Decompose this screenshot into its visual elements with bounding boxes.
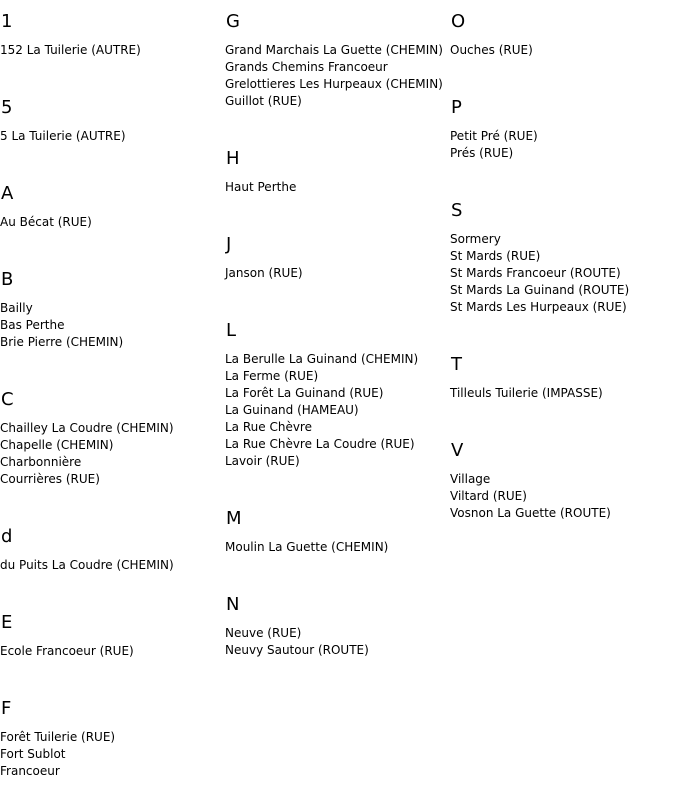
street-link[interactable]: Bas Perthe [0, 318, 65, 332]
street-list [225, 625, 447, 659]
street-link[interactable]: Grelottieres Les Hurpeaux (CHEMIN) [225, 77, 443, 91]
street-link[interactable]: Forêt Tuilerie (RUE) [0, 730, 116, 744]
street-link[interactable]: Guillot (RUE) [225, 94, 302, 108]
letter-heading: B [1, 269, 14, 290]
street-link[interactable]: La Berulle La Guinand (CHEMIN) [225, 352, 419, 366]
street-list [0, 300, 222, 351]
letter-group [450, 355, 672, 429]
street-link[interactable]: Petit Pré (RUE) [450, 129, 538, 143]
letter-group [450, 441, 672, 549]
street-list [225, 179, 447, 196]
letter-group [0, 12, 222, 86]
street-list [450, 231, 672, 316]
letter-heading: H [226, 148, 240, 169]
street-column-2 [225, 0, 447, 686]
street-link[interactable]: Sormery [450, 232, 501, 246]
letter-group [225, 509, 447, 583]
street-list [0, 420, 222, 488]
street-link[interactable]: Grand Marchais La Guette (CHEMIN) [225, 43, 443, 57]
letter-group [225, 595, 447, 686]
street-link[interactable]: Janson (RUE) [225, 266, 303, 280]
street-link[interactable]: Courrières (RUE) [0, 472, 100, 486]
letter-heading: S [451, 200, 463, 221]
street-link[interactable]: Neuve (RUE) [225, 626, 302, 640]
street-link[interactable]: Chapelle (CHEMIN) [0, 438, 114, 452]
street-link[interactable]: Village [450, 472, 491, 486]
letter-heading: P [451, 97, 462, 118]
letter-group [0, 98, 222, 172]
street-link[interactable]: Ouches (RUE) [450, 43, 533, 57]
street-link[interactable]: Grands Chemins Francoeur [225, 60, 388, 74]
street-list [0, 42, 222, 59]
street-link[interactable]: Prés (RUE) [450, 146, 514, 160]
street-link[interactable]: 5 La Tuilerie (AUTRE) [0, 129, 126, 143]
letter-group [0, 613, 222, 687]
street-link[interactable]: La Rue Chèvre [225, 420, 312, 434]
letter-group [0, 390, 222, 515]
letter-heading: F [1, 698, 12, 719]
street-link[interactable]: Vosnon La Guette (ROUTE) [450, 506, 611, 520]
street-list [0, 729, 222, 780]
letter-heading: 5 [1, 97, 13, 118]
letter-group [225, 235, 447, 309]
street-link[interactable]: Au Bécat (RUE) [0, 215, 92, 229]
street-link[interactable]: Ecole Francoeur (RUE) [0, 644, 134, 658]
street-link[interactable]: Lavoir (RUE) [225, 454, 300, 468]
street-link[interactable]: Haut Perthe [225, 180, 297, 194]
letter-group [225, 149, 447, 223]
street-list [450, 385, 672, 402]
street-link[interactable]: La Forêt La Guinand (RUE) [225, 386, 384, 400]
letter-heading: O [451, 11, 466, 32]
street-link[interactable]: Brie Pierre (CHEMIN) [0, 335, 124, 349]
street-link[interactable]: La Guinand (HAMEAU) [225, 403, 359, 417]
street-link[interactable]: Bailly [0, 301, 33, 315]
street-link[interactable]: Viltard (RUE) [450, 489, 527, 503]
letter-heading: E [1, 612, 13, 633]
letter-group [0, 270, 222, 378]
street-link[interactable]: Moulin La Guette (CHEMIN) [225, 540, 389, 554]
letter-heading: C [1, 389, 14, 410]
letter-heading: L [226, 320, 237, 341]
letter-heading: d [1, 526, 13, 547]
street-list [0, 214, 222, 231]
street-link[interactable]: Fort Sublot [0, 747, 66, 761]
street-link[interactable]: 152 La Tuilerie (AUTRE) [0, 43, 141, 57]
letter-heading: G [226, 11, 240, 32]
street-link[interactable]: Tilleuls Tuilerie (IMPASSE) [450, 386, 603, 400]
street-list [0, 643, 222, 660]
street-list [0, 128, 222, 145]
letter-group [0, 184, 222, 258]
street-link[interactable]: St Mards Les Hurpeaux (RUE) [450, 300, 627, 314]
street-column-1 [0, 0, 222, 807]
street-list [450, 471, 672, 522]
letter-group [450, 98, 672, 189]
street-list [225, 265, 447, 282]
letter-heading: N [226, 594, 240, 615]
street-link[interactable]: Chailley La Coudre (CHEMIN) [0, 421, 174, 435]
letter-heading: T [451, 354, 462, 375]
street-link[interactable]: du Puits La Coudre (CHEMIN) [0, 558, 174, 572]
street-link[interactable]: Neuvy Sautour (ROUTE) [225, 643, 369, 657]
street-link[interactable]: St Mards Francoeur (ROUTE) [450, 266, 621, 280]
letter-group [450, 12, 672, 86]
street-link[interactable]: Charbonnière [0, 455, 82, 469]
street-list [450, 42, 672, 59]
street-link[interactable]: St Mards (RUE) [450, 249, 541, 263]
street-list [0, 557, 222, 574]
street-link[interactable]: St Mards La Guinand (ROUTE) [450, 283, 630, 297]
letter-heading: M [226, 508, 242, 529]
street-list [225, 42, 447, 110]
letter-heading: J [226, 234, 232, 255]
street-link[interactable]: La Ferme (RUE) [225, 369, 319, 383]
street-column-3 [450, 0, 672, 549]
street-list [225, 539, 447, 556]
letter-group [450, 201, 672, 343]
letter-heading: A [1, 183, 14, 204]
letter-heading: 1 [1, 11, 13, 32]
street-link[interactable]: La Rue Chèvre La Coudre (RUE) [225, 437, 415, 451]
street-list [450, 128, 672, 162]
letter-group [225, 321, 447, 497]
letter-group [225, 12, 447, 137]
letter-group [0, 699, 222, 807]
street-list [225, 351, 447, 470]
letter-heading: V [451, 440, 464, 461]
street-link[interactable]: Francoeur [0, 764, 60, 778]
letter-group [0, 527, 222, 601]
